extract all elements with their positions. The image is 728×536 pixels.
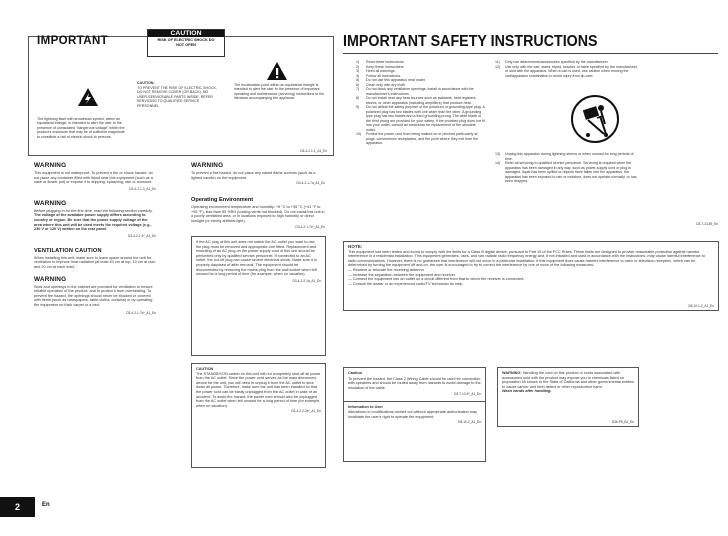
note-title: NOTE: [348,244,363,249]
warning-slots-code: D3-4-2-1-7b*_A1_En [126,310,156,315]
prop65-text [502,371,634,389]
caution-heading: CAUTION: [137,81,155,85]
exclamation-description: The exclamation point within an equilateral triangle is intended to alert the user to the presence of important operating and maintenance (servicing) instructions in the literature accompanying the appliance. [234,83,325,101]
safety-item: 11) Only use attachments/accessories specified by the manufacturer. [495,60,609,64]
ac-plug-box [191,236,326,356]
environment-title: Operating Environment [191,197,254,204]
standby-caution-code: D3-4-2-2-2a*_A1_En [291,409,321,414]
caution-sub: RISK OF ELECTRIC SHOCK DO NOT OPEN [157,38,215,47]
warning-voltage-intro: Before plugging in for the first time, read the following section carefully. [34,208,153,213]
safety-item: 13) Unplug this apparatus during lightning storms or when unused for long periods of time. [495,152,634,161]
note-text: This equipment has been tested and found to comply with the limits for a Class B digital device, pursuant to Part 15 of the FCC Rules. These limits are designed to provide reasonable protection against harmful interference in a residential installation. This equipment generates, uses, and can radiate radio frequency energy and, if not installed and used in accordance with the instructions, may cause harmful interference to radio communications. However, there is no guarantee that interference will not occur in a particular installation. If this equipment does cause harmful interference to radio or television reception, which can be determined by turning the equipment off and on, the user is encouraged to try to correct the interference by one or more of the following measures: [348,249,705,268]
language-label: En [42,502,50,508]
note-code: D8-10-1-2_A1_En [688,304,714,308]
info-user-code: D8-10-2_A1_En [458,420,481,425]
warning-voltage-title: WARNING [34,199,67,207]
safety-list-right-top [495,60,640,78]
prop65-warning-label: WARNING: [502,371,522,375]
ventilation-title: VENTILATION CAUTION [34,247,102,254]
warning-flame-title: WARNING [191,162,224,169]
lightning-description: The lightning flash with arrowhead symbol, within an equilateral triangle, is intended to alert the user to the presence of uninsulated "dangerous voltage" within the product's enclosure that may be of sufficient magnitude to constitute a risk of electric shock to persons. [37,117,125,139]
safety-item: 1) Read these instructions. [356,60,405,64]
prop65-code: D36-P5_B1_En [611,420,634,424]
caution-cable-box [343,367,486,462]
safety-rule [343,53,718,54]
warning-water-title: WARNING [34,162,67,169]
page-number: 2 [14,502,20,512]
warning-water-code: D3-4-2-1-3_A1_En [129,186,156,191]
important-code: D3-4-2-1-1_A1_En [300,149,327,153]
info-user-text: Alterations or modifications carried out without appropriate authorization may invalidate the user's right to operate the equipment. [348,409,477,419]
safety-item: 9) Do not defeat the safety purpose of the polarized or grounding-type plug. A polarized plug has two blades with one wider than the other. A grounding type plug has two blades and a third grounding prong. The wide blade or the third prong are provided for your safety. If the provided plug does not fit into your outlet, consult an electrician for replacement of the obsolete outlet. [356,105,485,132]
column-1 [34,162,156,315]
prop65-body: Handling the cord on this product or cords associated with accessories sold with the product may expose you to chemicals listed on proposition 65 known to the State of California and other governmental entities to cause cancer and birth defect or other reproductive harm. [502,371,634,389]
caution-cable-title: Caution [348,371,363,375]
safety-item: 4) Follow all instructions. [356,73,402,78]
warning-slots-title: WARNING [34,275,67,283]
note-box [343,241,719,311]
safety-item: 2) Keep these instructions. [356,64,405,69]
environment-code: D3-4-2-1-7c*_A1_En [295,224,325,229]
standby-caution-title: CAUTION [196,367,214,371]
ventilation-text: When installing this unit, make sure to leave space around the unit for ventilation to improve heat radiation (at least 40 cm at top, 10 cm at rear, and 20 cm at each side). [34,255,156,269]
important-title: IMPORTANT [37,35,109,47]
warning-water-text: This equipment is not waterproof. To prevent a fire or shock hazard, do not place any container filled with liquid near this equipment (such as a vase or flower pot) or expose it to dripping, splashing, rain or moisture. [34,171,153,185]
warning-slots-text: Slots and openings in the cabinet are provided for ventilation to ensure reliable operation of the product, and to protect it from overheating. To prevent fire hazard, the openings should never be blocked or covered with items (such as newspapers, table-cloths, curtains) or by operating the equipment on thick carpet or a bed. [34,284,153,307]
note-bullet: — Consult the dealer or an experienced radio/TV technician for help. [348,281,464,286]
note-bullet: — Reorient or relocate the receiving antenna. [348,267,425,272]
prop65-box [497,367,639,427]
safety-list-right-bottom [495,152,640,184]
caution-label-box [147,29,225,57]
caution-cable-code: D3-7-10-5*_A1_En [454,392,481,397]
standby-caution-text: The STANDBY/ON switch on this unit will not completely shut off all power from the AC outlet. Since the power cord serves as the main disconnect device for the unit, you will need to unplug it from the AC outlet to shut down all power. Therefore, make sure the unit has been installed so that the power cord can be easily unplugged from the AC outlet in case of an accident. To avoid fire hazard, the power cord should also be unplugged from the AC outlet when left unused for a long period of time (for example, when on vacation). [196,371,321,408]
page-number-tab [0,497,35,517]
caution-text: TO PREVENT THE RISK OF ELECTRIC SHOCK, DO NOT REMOVE COVER (OR BACK). NO USER-SERVICEABLE PARTS INSIDE. REFER SERVICING TO QUALIFIED SERVICE PERSONNEL. [137,86,217,108]
safety-item: 7) Do not block any ventilation openings. Install in accordance with the manufacturer's instructions. [356,87,474,96]
prop65-wash: Wash hands after handling. [502,389,552,394]
environment-text: Operating environment temperature and humidity: +5 °C to +35 °C (+41 °F to +95 °F); less than 85 %RH (cooling vents not blocked). Do not install this unit in a poorly ventilated area, or in locations exposed to high humidity or direct sunlight (or strong artificial light). [191,205,325,223]
warning-voltage-code: D3-4-2-1-4*_A1_En [128,233,156,238]
safety-item: 5) Do not use this apparatus near water. [356,78,426,82]
safety-item: 6) Clean only with dry cloth. [356,82,406,87]
note-bullet: — Connect the equipment into an outlet on a circuit different from that to which the receiver is connected. [348,277,525,282]
safety-item: 12) Use only with the cart, stand, tripod, bracket, or table specified by the manufacturer, or sold with the apparatus. When a cart is used, use caution when moving the cart/apparatus combination to avoid injury from tip-over. [495,64,638,78]
safety-item: 8) Do not install near any heat sources such as radiators, heat registers, stoves, or other apparatus (including amplifiers) that produce heat. [356,96,477,105]
cart-tipover-icon [570,94,620,149]
standby-caution-box [191,363,326,468]
important-box [28,30,334,156]
ac-plug-code: D3-4-2-2-1a_A1_En [292,278,321,283]
safety-title: IMPORTANT SAFETY INSTRUCTIONS [343,33,598,50]
note-bullet: — Increase the separation between the equipment and receiver. [348,272,456,277]
caution-cable-text: To prevent the hazard, the Class 2 Wiring Cable should be used for connection with speakers and should be routed away from hazards to avoid damage to the insulation of the cable. [348,376,481,390]
safety-code: D3-7-13-69_En [696,222,718,226]
ac-plug-text: If the AC plug of this unit does not match the AC outlet you want to use, the plug must be removed and appropriate one fitted. Replacement and mounting of an AC plug on the power supply cord of this unit should be performed only by qualified service personnel. If connected to an AC outlet, the cut-off plug can cause severe electrical shock. Make sure it is properly disposed of after removal. The equipment should be disconnected by removing the mains plug from the wall socket when left unused for a long period of time (for example, when on vacation). [196,240,317,277]
safety-item: 3) Heed all warnings. [356,69,396,73]
column-2 [191,162,325,229]
warning-flame-text: To prevent a fire hazard, do not place any naked flame sources (such as a lighted candle) on the equipment. [191,171,316,180]
warning-flame-code: D3-4-2-1-7a_A1_En [296,181,325,186]
info-user-title: Information to User [348,405,384,410]
warning-voltage-text: The voltage of the available power supply differs according to country or region. Be sure that the power supply voltage of the area where this unit will be used meets the required voltage (e.g., 230 V or 120 V) written on the rear panel. [34,213,152,232]
lightning-warning-icon [77,87,99,112]
safety-list-left [356,60,486,146]
safety-item: 10) Protect the power cord from being walked on or pinched particularly at plugs, convenience receptacles, and the point where they exit from the apparatus. [356,132,479,145]
caution-label: CAUTION [148,30,224,37]
safety-item: 14) Refer all servicing to qualified service personnel. Servicing is required when the apparatus has been damaged in any way, such as power-supply cord or plug is damaged, liquid has been spilled or objects have fallen into the apparatus, the apparatus has been exposed to rain or moisture, does not operate normally, or has been dropped. [495,161,637,183]
